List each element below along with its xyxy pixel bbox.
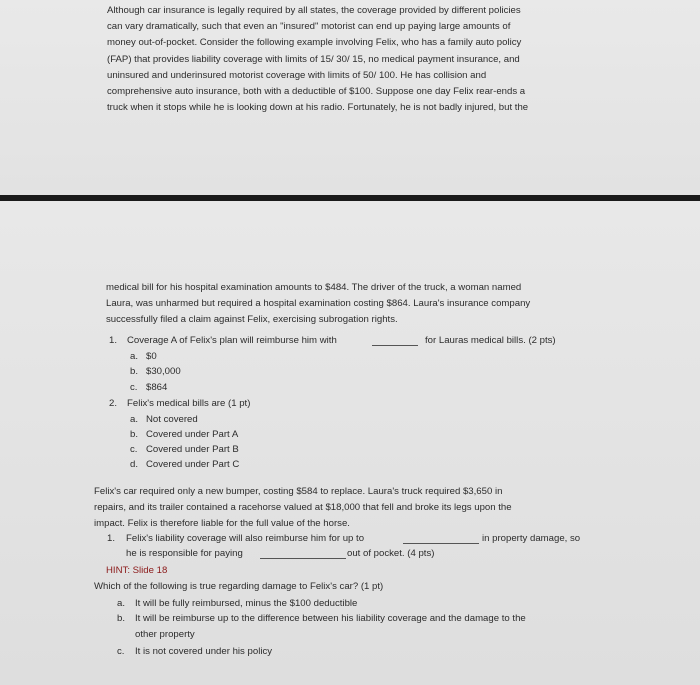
option-letter: a. — [130, 414, 139, 425]
option-text[interactable]: It will be reimburse up to the difference between his liability coverage and the damage to the — [135, 613, 526, 624]
scenario-paragraph — [94, 484, 512, 533]
answer-blank[interactable] — [372, 336, 418, 346]
text-line: truck when it stops while he is looking down at his radio. Fortunately, he is not badly injured, but the — [107, 102, 529, 114]
text-line: (FAP) that provides liability coverage with limits of 15/ 30/ 15, no medical payment insurance, and — [107, 53, 520, 65]
option-text[interactable]: $30,000 — [146, 366, 181, 377]
option-letter: b. — [117, 613, 126, 624]
option-text-continued[interactable]: other property — [135, 629, 195, 640]
option-letter: a. — [117, 598, 126, 609]
text-line: uninsured and underinsured motorist coverage with limits of 50/ 100. He has collision and — [107, 69, 487, 81]
page-bottom — [0, 201, 700, 685]
question-text: Felix's medical bills are (1 pt) — [127, 398, 251, 409]
text-line: medical bill for his hospital examination amounts to $484. The driver of the truck, a woman named — [106, 282, 522, 293]
option-letter: c. — [130, 382, 138, 393]
option-text[interactable]: It is not covered under his policy — [135, 646, 273, 657]
text-line: comprehensive auto insurance, both with a deductible of $100. Suppose one day Felix rear-ends a — [107, 86, 526, 98]
question-text: he is responsible for paying — [126, 548, 243, 559]
option-letter: b. — [130, 366, 139, 377]
option-letter: d. — [130, 459, 139, 470]
question-text: in property damage, so — [482, 533, 581, 544]
question-text: out of pocket. (4 pts) — [347, 548, 435, 559]
option-letter: c. — [117, 646, 125, 657]
text-line: Although car insurance is legally required by all states, the coverage provided by different policies — [107, 5, 521, 16]
question-number: 1. — [107, 533, 116, 544]
answer-blank[interactable] — [403, 534, 479, 544]
option-text[interactable]: Covered under Part A — [146, 429, 239, 440]
page-top — [0, 0, 700, 195]
text-line: repairs, and its trailer contained a racehorse valued at $18,000 that fell and broke its legs upon the — [94, 502, 512, 514]
question-text: for Lauras medical bills. (2 pts) — [425, 335, 556, 346]
text-line: Laura, was unharmed but required a hospital examination costing $864. Laura's insurance company — [106, 298, 531, 310]
option-text[interactable]: Not covered — [146, 414, 198, 425]
text-line: successfully filed a claim against Felix, exercising subrogation rights. — [106, 314, 398, 326]
option-text[interactable]: Covered under Part C — [146, 459, 240, 470]
option-text[interactable]: It will be fully reimbursed, minus the $100 deductible — [135, 598, 358, 609]
question-text: Coverage A of Felix's plan will reimburse him with — [127, 335, 337, 346]
option-text[interactable]: $0 — [146, 351, 157, 362]
option-letter: a. — [130, 351, 139, 362]
question-text: Which of the following is true regarding damage to Felix's car? (1 pt) — [94, 581, 384, 592]
option-letter: b. — [130, 429, 139, 440]
continued-paragraph — [106, 280, 530, 329]
question-number: 2. — [109, 398, 118, 409]
hint-text: HINT: Slide 18 — [106, 565, 168, 576]
option-letter: c. — [130, 444, 138, 455]
option-text[interactable]: $864 — [146, 382, 168, 393]
option-text[interactable]: Covered under Part B — [146, 444, 239, 455]
text-line: Felix's car required only a new bumper, costing $584 to replace. Laura's truck required $3,650 in — [94, 486, 503, 497]
intro-paragraph — [107, 3, 528, 116]
question-text: Felix's liability coverage will also reimburse him for up to — [126, 533, 365, 544]
question-number: 1. — [109, 335, 118, 346]
text-line: can vary dramatically, such that even an "insured" motorist can end up paying large amounts of — [107, 21, 511, 33]
text-line: impact. Felix is therefore liable for the full value of the horse. — [94, 518, 350, 530]
answer-blank[interactable] — [260, 549, 346, 559]
text-line: money out-of-pocket. Consider the following example involving Felix, who has a family auto policy — [107, 37, 522, 49]
